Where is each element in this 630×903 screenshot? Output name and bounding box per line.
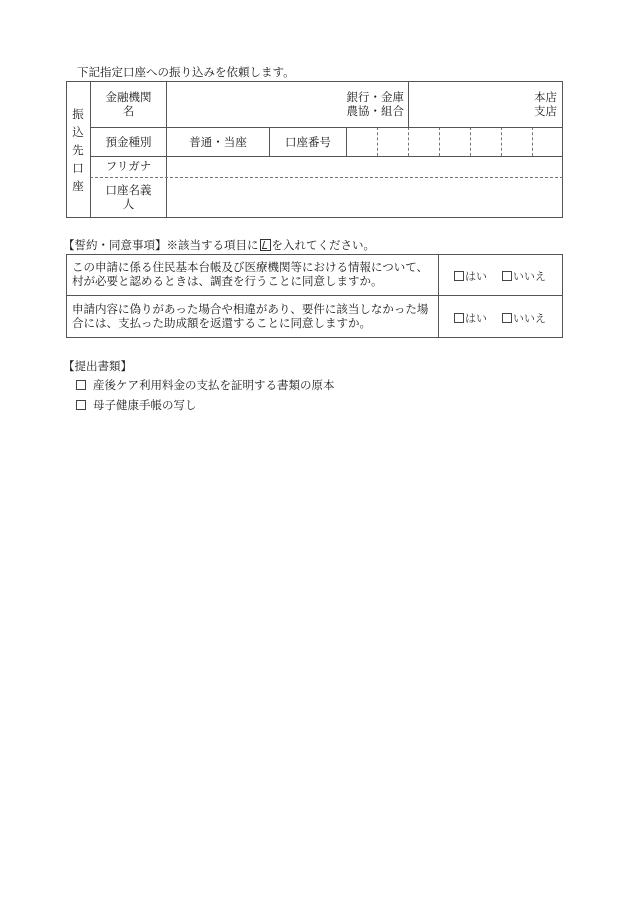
account-digit-4[interactable] bbox=[440, 128, 470, 156]
account-digit-3[interactable] bbox=[409, 128, 439, 156]
consent-item-1-options bbox=[454, 268, 546, 284]
account-holder-field[interactable] bbox=[167, 178, 562, 217]
consent-item-1-yes[interactable]: はい bbox=[454, 270, 487, 283]
consent-item-2-yes[interactable]: はい bbox=[454, 312, 487, 325]
checkmark-box-icon bbox=[260, 239, 271, 251]
account-number-label: 口座番号 bbox=[285, 135, 331, 149]
consent-item-1-no[interactable]: いいえ bbox=[502, 270, 546, 283]
account-digit-2[interactable] bbox=[378, 128, 408, 156]
account-digit-7[interactable] bbox=[533, 128, 562, 156]
document-item-2: 母子健康手帳の写し bbox=[76, 398, 197, 412]
account-digit-5[interactable] bbox=[471, 128, 501, 156]
document-item-1: 産後ケア利用料金の支払を証明する書類の原本 bbox=[76, 378, 335, 392]
transfer-account-side-label: 振 込 先 口 座 bbox=[72, 107, 84, 193]
consent-heading: 【誓約・同意事項】※該当する項目に を入れてください。 bbox=[63, 238, 375, 252]
furigana-field[interactable] bbox=[167, 157, 562, 177]
account-digit-6[interactable] bbox=[502, 128, 532, 156]
furigana-label: フリガナ bbox=[105, 159, 152, 173]
account-holder-label: 口座名義 人 bbox=[105, 183, 152, 211]
documents-heading: 【提出書類】 bbox=[63, 359, 132, 373]
checkbox-icon[interactable] bbox=[454, 313, 464, 323]
account-digit-1[interactable] bbox=[347, 128, 377, 156]
institution-name-field[interactable] bbox=[167, 82, 342, 126]
consent-item-2-no[interactable]: いいえ bbox=[502, 312, 546, 325]
consent-item-1-text: この申請に係る住民基本台帳及び医療機関等における情報について、 村が必要と認めるときは、調査を行うことに同意しますか。 bbox=[72, 260, 429, 288]
checkbox-icon[interactable] bbox=[502, 313, 512, 323]
checkbox-icon[interactable] bbox=[502, 271, 512, 281]
branch-type-options: 本店 支店 bbox=[534, 90, 557, 118]
divider bbox=[66, 295, 563, 296]
deposit-type-options[interactable]: 普通・当座 bbox=[189, 135, 247, 149]
deposit-type-label: 預金種別 bbox=[105, 135, 152, 149]
consent-item-2-text: 申請内容に偽りがあった場合や相違があり、要件に該当しなかった場 合には、支払った助成額を返還することに同意しますか。 bbox=[72, 302, 429, 330]
checkbox-icon[interactable] bbox=[454, 271, 464, 281]
divider bbox=[438, 254, 439, 338]
institution-label: 金融機関 名 bbox=[105, 90, 152, 118]
checkbox-icon[interactable] bbox=[76, 380, 86, 390]
intro-text: 下記指定口座への振り込みを依頼します。 bbox=[77, 65, 295, 79]
consent-item-2-options bbox=[454, 310, 546, 326]
institution-type-options: 銀行・金庫 農協・組合 bbox=[346, 90, 404, 118]
checkbox-icon[interactable] bbox=[76, 400, 86, 410]
